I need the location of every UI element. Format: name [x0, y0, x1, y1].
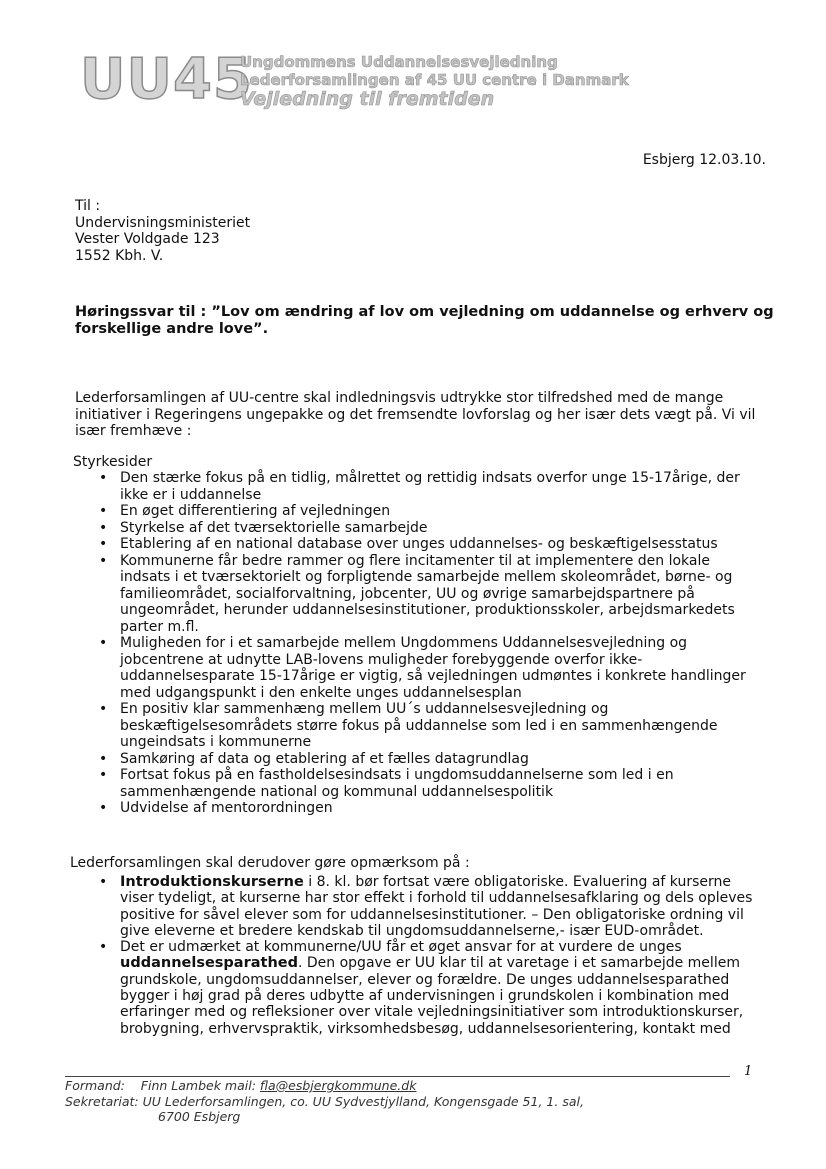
intro-line: initiativer i Regeringens ungepakke og det fremsendte lovforslag og her især dets vægt på. Vi vil: [75, 406, 756, 423]
item-text: i 8. kl. bør fortsat være obligatoriske. Evaluering af kurserne: [303, 874, 731, 890]
letterhead-tagline: Vejledning til fremtiden: [240, 88, 495, 110]
emphasis-text: Introduktionskurserne: [120, 874, 304, 890]
letter-date: Esbjerg 12.03.10.: [642, 152, 766, 168]
list-item-line: En øget differentiering af vejledningen: [120, 503, 391, 519]
address-line: 1552 Kbh. V.: [75, 247, 164, 264]
list-item-line: give eleverne et bredere kendskab til ungdomsuddannelserne,- især EUD-området.: [120, 922, 704, 939]
bullet-icon: •: [99, 536, 108, 552]
list-item-line: parter m.fl.: [120, 618, 199, 635]
footer-divider: [65, 1076, 730, 1077]
footer-formand: [65, 1078, 416, 1093]
item-text: . Den opgave er UU klar til at varetage i et samarbejde mellem: [297, 955, 740, 972]
list-item-line: Etablering af en national database over unges uddannelses- og beskæftigelsesstatus: [120, 536, 718, 552]
bullet-icon: •: [99, 552, 108, 569]
emphasis-text: uddannelsesparathed: [120, 955, 298, 972]
address-line: Til :: [75, 198, 101, 214]
page-number: 1: [744, 1064, 753, 1079]
bullet-icon: •: [99, 701, 108, 717]
list-item-line: viser tydeligt, at kurserne har stor effekt i forhold til uddannelsesafklaring og dels opleves: [120, 890, 753, 907]
intro-line: især fremhæve :: [75, 423, 192, 439]
formand-name: Finn Lambek mail:: [140, 1078, 256, 1093]
bullet-icon: •: [99, 939, 108, 956]
list-item-line: positive for såvel elever som for uddannelsesinstitutioner. – Den obligatoriske ordning vil: [120, 906, 744, 923]
strengths-list: [75, 470, 746, 817]
bullet-icon: •: [99, 635, 108, 651]
list-item-line: Kommunerne får bedre rammer og flere incitamenter til at implementere den lokale: [120, 552, 710, 569]
list-item: [75, 635, 746, 701]
list-item-line: Udvidelse af mentorordningen: [120, 800, 333, 816]
list-item-line: Fortsat fokus på en fastholdelsesindsats i ungdomsuddannelserne som led i en: [120, 767, 674, 783]
list-item-line: beskæftigelsesområdets større fokus på uddannelse som led i en sammenhængende: [120, 717, 718, 734]
list-item: [75, 751, 746, 768]
list-item-line: ungeområdet, herunder uddannelsesinstitutioner, produktionsskoler, arbejdsmarkedets: [120, 602, 735, 618]
list-item-line: familieområdet, socialforvaltning, jobcenter, UU og øvrige samarbejdspartnere på: [120, 585, 695, 602]
list-item: [75, 874, 752, 939]
list-item: [75, 767, 746, 800]
email-link[interactable]: fla@esbjergkommune.dk: [259, 1078, 417, 1093]
attention-list: [75, 874, 752, 1037]
list-item-line: En positiv klar sammenhæng mellem UU´s uddannelsesvejledning og: [120, 701, 609, 717]
list-item: [75, 536, 746, 553]
address-line: Vester Voldgade 123: [75, 231, 220, 247]
bullet-icon: •: [99, 874, 108, 890]
letterhead-org-name: Ungdommens Uddannelsesvejledning: [240, 53, 558, 71]
list-item-line: Den stærke fokus på en tidlig, målrettet og rettidig indsats overfor unge 15-17årige, der: [120, 470, 740, 486]
list-item: [75, 520, 746, 537]
uu45-logo: UU45: [80, 47, 253, 112]
list-item-line: med udgangspunkt i den enkelte unges uddannelsesplan: [120, 684, 522, 701]
list-item: [75, 800, 746, 817]
list-item-line: uddannelsesparate 15-17årige er vigtig, så vejledningen udmøntes i konkrete handlinger: [120, 668, 746, 684]
subject-line: Høringssvar til : ”Lov om ændring af lov om vejledning om uddannelse og erhverv og: [75, 304, 774, 320]
list-item-line: indsats i et tværsektorielt og forpligtende samarbejde mellem skoleområdet, børne- og: [120, 569, 733, 585]
bullet-icon: •: [99, 750, 108, 767]
list-item-line: erfaringer med og refleksioner over vitale vejledningsinitiativer som introduktionskurser,: [120, 1004, 744, 1021]
list-item-line: grundskole, ungdomsuddannelser, elever og forældre. De unges uddannelsesparathed: [120, 971, 730, 988]
recipient-address: [75, 198, 250, 264]
list-item-line: ungeindsats i kommunerne: [120, 734, 312, 750]
intro-line: Lederforsamlingen af UU-centre skal indledningsvis udtrykke stor tilfredshed med de mange: [75, 390, 724, 406]
address-line: Undervisningsministeriet: [75, 214, 251, 231]
list-item-line: Samkøring af data og etablering af et fælles datagrundlag: [120, 750, 529, 767]
list-item-line: Muligheden for i et samarbejde mellem Ungdommens Uddannelsesvejledning og: [120, 635, 688, 651]
list-item-line: [120, 874, 752, 890]
list-item-line: sammenhængende national og kommunal uddannelsespolitik: [120, 783, 554, 800]
subject-line: forskellige andre love”.: [75, 321, 269, 337]
bullet-icon: •: [99, 800, 108, 816]
bullet-icon: •: [99, 519, 108, 536]
list-item: [75, 701, 746, 751]
footer-city: 6700 Esbjerg: [158, 1109, 241, 1124]
letterhead-subtitle: Lederforsamlingen af 45 UU centre i Danmark: [240, 71, 629, 89]
list-item-line: jobcentrene at udnytte LAB-lovens muligheder forebyggende overfor ikke-: [120, 651, 643, 668]
list-item-line: ikke er i uddannelse: [120, 486, 262, 503]
attention-heading: Lederforsamlingen skal derudover gøre opmærksom på :: [70, 855, 470, 871]
list-item-line: [120, 955, 752, 971]
intro-paragraph: [75, 390, 755, 440]
list-item: [75, 939, 752, 1037]
list-item: [75, 470, 746, 503]
bullet-icon: •: [99, 767, 108, 783]
list-item-line: Det er udmærket at kommunerne/UU får et øget ansvar for at vurdere de unges: [120, 939, 682, 956]
strengths-heading: Styrkesider: [73, 454, 153, 470]
list-item-line: bygger i høj grad på deres udbytte af undervisningen i grundskolen i kombination med: [120, 988, 730, 1005]
footer-sekretariat: Sekretariat: UU Lederforsamlingen, co. UU Sydvestjylland, Kongensgade 51, 1. sal,: [65, 1094, 584, 1109]
formand-label: Formand:: [65, 1078, 125, 1093]
list-item: [75, 503, 746, 520]
list-item-line: Styrkelse af det tværsektorielle samarbejde: [120, 519, 428, 536]
list-item-line: brobygning, erhvervspraktik, virksomhedsbesøg, uddannelsesorientering, kontakt med: [120, 1020, 731, 1037]
bullet-icon: •: [99, 470, 108, 486]
bullet-icon: •: [99, 503, 108, 519]
letter-subject: [75, 304, 774, 338]
list-item: [75, 553, 746, 636]
